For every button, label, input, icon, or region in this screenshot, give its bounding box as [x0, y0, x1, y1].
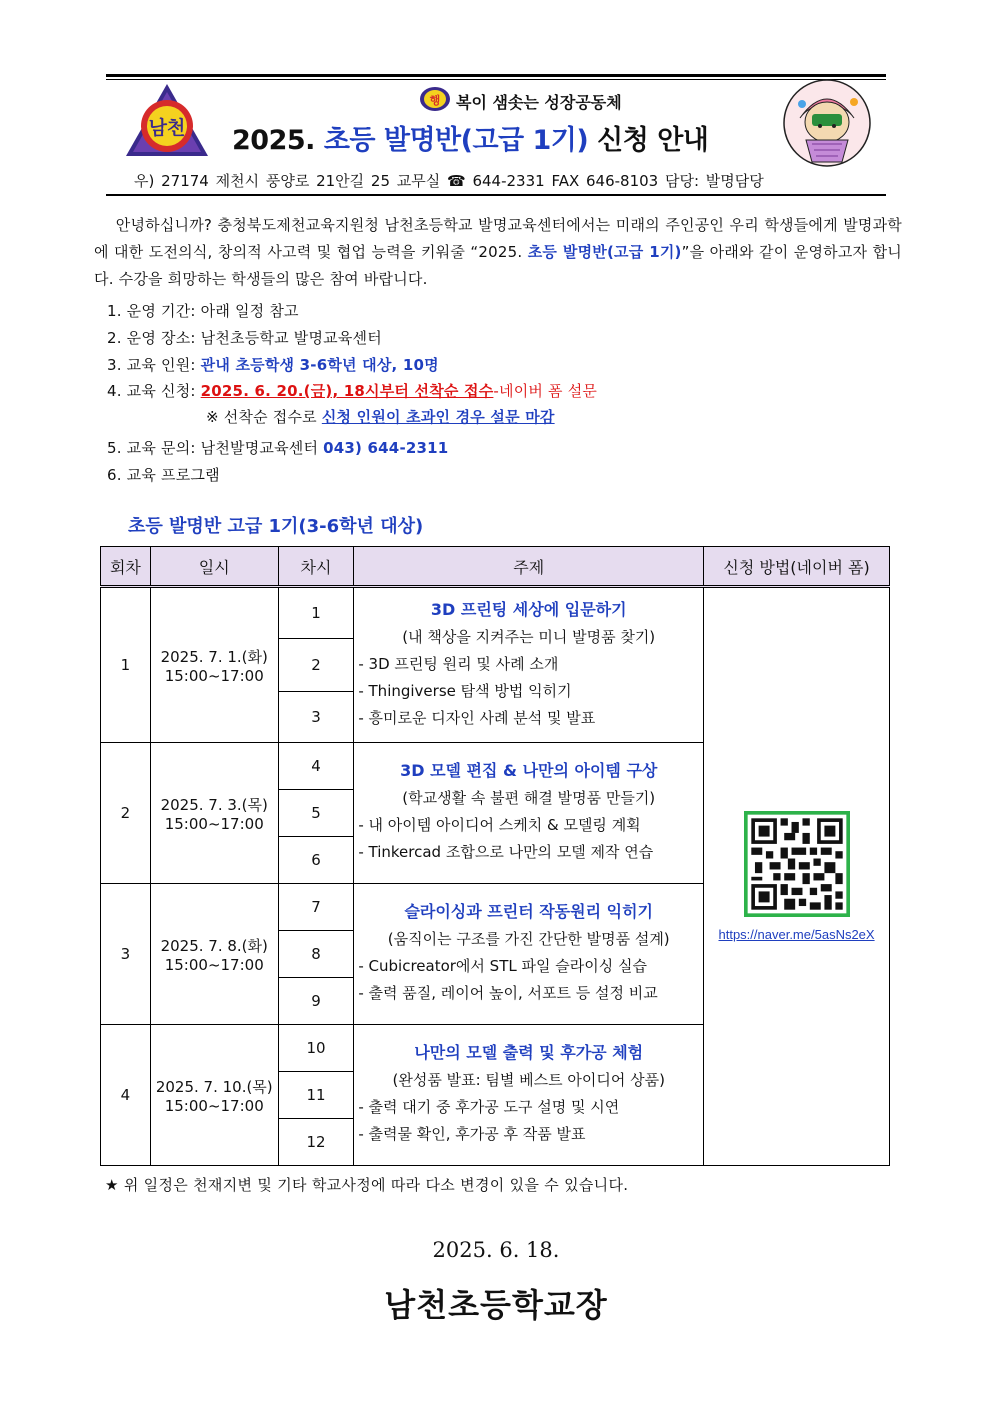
intro-text-1: 안녕하십니까? 충청북도제천교육지원청 남천초등학교 발명교육센터에서는 미래의 주인공인 우리 학생들에게 발명과학에 대한 도전의식, 창의적 사고력 및 협업 능력을 키워줄 “2025. — [94, 216, 902, 261]
period-cell: 1 — [278, 587, 354, 639]
period-cell: 11 — [278, 1072, 354, 1119]
topic-cell: 3D 모델 편집 & 나만의 아이템 구상 (학교생활 속 불편 해결 발명품 만들기) - 내 아이템 아이디어 스케치 & 모델링 계획 - Tinkercad 조합으로 나만의 모델 제작 연습 — [354, 743, 704, 884]
item-capacity: 3. 교육 인원: 관내 초등학생 3-6학년 대상, 10명 — [107, 356, 439, 374]
schedule-table — [100, 546, 890, 1166]
address-rule — [106, 194, 886, 196]
header-rule-top — [106, 74, 886, 77]
round-cell: 1 — [101, 587, 151, 743]
title-highlight: 초등 발명반(고급 1기) — [323, 125, 589, 156]
period-cell: 5 — [278, 790, 354, 837]
period-cell: 6 — [278, 837, 354, 884]
section-title: 초등 발명반 고급 1기(3-6학년 대상) — [128, 516, 424, 537]
item-program: 6. 교육 프로그램 — [107, 466, 220, 484]
item-location: 2. 운영 장소: 남천초등학교 발명교육센터 — [107, 329, 382, 347]
round-cell: 4 — [101, 1025, 151, 1166]
item-inquiry: 5. 교육 문의: 남천발명교육센터 043) 644-2311 — [107, 439, 449, 457]
document-date: 2025. 6. 18. — [432, 1238, 560, 1262]
item-application-note: ※ 선착순 접수로 신청 인원이 초과인 경우 설문 마감 — [206, 408, 555, 426]
title-prefix: 2025. — [232, 125, 324, 156]
header-rule-top-thin — [106, 79, 886, 80]
intro-paragraph — [94, 212, 902, 293]
period-cell: 8 — [278, 931, 354, 978]
mascot-illustration — [782, 78, 872, 168]
period-cell: 7 — [278, 884, 354, 931]
header-round: 회차 — [101, 547, 151, 587]
period-cell: 9 — [278, 978, 354, 1025]
date-cell: 2025. 7. 1.(화) 15:00~17:00 — [150, 587, 278, 743]
school-logo — [124, 82, 210, 158]
round-cell: 3 — [101, 884, 151, 1025]
topic-cell: 슬라이싱과 프린터 작동원리 익히기 (움직이는 구조를 가진 간단한 발명품 설계) - Cubicreator에서 STL 파일 슬라이싱 실습 - 출력 품질, 레이어 높이, 서포트 등 설정 비교 — [354, 884, 704, 1025]
topic-cell: 나만의 모델 출력 및 후가공 체험 (완성품 발표: 팀별 베스트 아이디어 상품) - 출력 대기 중 후가공 도구 설명 및 시연 - 출력물 확인, 후가공 후 작품 발표 — [354, 1025, 704, 1166]
slogan-text: 복이 샘솟는 성장공동체 — [456, 93, 622, 112]
intro-text-2: ”을 아래와 같이 운영하고자 합니다. 수강을 희망하는 학생들의 많은 참여 바랍니다. — [94, 243, 902, 288]
schedule-notice: ★ 위 일정은 천재지변 및 기타 학교사정에 따라 다소 변경이 있을 수 있습니다. — [105, 1176, 629, 1194]
topic-cell: 3D 프린팅 세상에 입문하기 (내 책상을 지켜주는 미니 발명품 찾기) - 3D 프린팅 원리 및 사례 소개 - Thingiverse 탐색 방법 익히기 - 흥미로운 디자인 사례 분석 및 발표 — [354, 587, 704, 743]
svg-text:행: 행 — [429, 94, 441, 107]
date-cell: 2025. 7. 8.(화) 15:00~17:00 — [150, 884, 278, 1025]
page-title — [232, 118, 792, 157]
logo-text: 남천 — [148, 117, 186, 139]
slogan — [418, 84, 718, 114]
round-cell: 2 — [101, 743, 151, 884]
period-cell: 3 — [278, 692, 354, 743]
period-cell: 4 — [278, 743, 354, 790]
qr-code-icon[interactable] — [744, 811, 850, 917]
address-line: 우) 27174 제천시 풍양로 21안길 25 교무실 ☎ 644-2331 FAX 646-8103 담당: 발명담당 — [134, 172, 764, 190]
period-cell: 10 — [278, 1025, 354, 1072]
header-apply: 신청 방법(네이버 폼) — [704, 547, 890, 587]
intro-highlight: 초등 발명반(고급 1기) — [527, 243, 682, 261]
date-cell: 2025. 7. 3.(목) 15:00~17:00 — [150, 743, 278, 884]
title-suffix: 신청 안내 — [588, 125, 709, 156]
header-period: 차시 — [278, 547, 354, 587]
date-cell: 2025. 7. 10.(목) 15:00~17:00 — [150, 1025, 278, 1166]
table-row — [101, 587, 890, 639]
table-header-row — [101, 547, 890, 587]
apply-cell — [704, 587, 890, 1166]
principal-signature: 남천초등학교장 — [384, 1286, 608, 1324]
item-period: 1. 운영 기간: 아래 일정 참고 — [107, 302, 299, 320]
apply-link[interactable]: https://naver.me/5asNs2eX — [718, 927, 875, 942]
slogan-badge-icon — [418, 84, 452, 112]
period-cell: 2 — [278, 639, 354, 692]
period-cell: 12 — [278, 1119, 354, 1166]
item-application: 4. 교육 신청: 2025. 6. 20.(금), 18시부터 선착순 접수-네이버 폼 설문 — [107, 382, 598, 400]
header-topic: 주제 — [354, 547, 704, 587]
header-date: 일시 — [150, 547, 278, 587]
